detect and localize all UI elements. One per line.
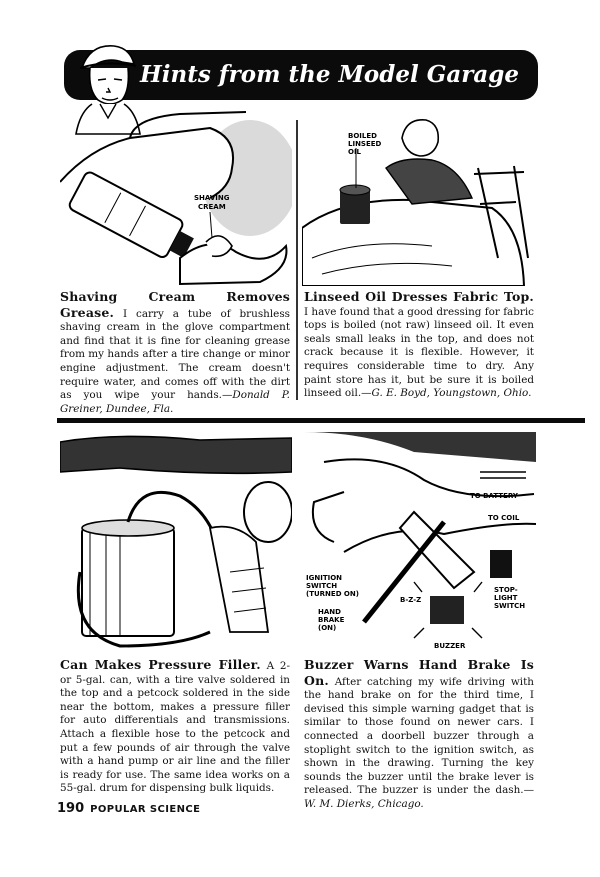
page-number: 190: [57, 801, 85, 816]
section-divider: [57, 418, 585, 423]
article-headline: Buzzer Warns Hand Brake Is On.: [304, 657, 534, 688]
callout-ignition: IGNITION: [306, 574, 343, 582]
callout-on: (ON): [318, 624, 337, 632]
article-body: After catching my wife driving with the hand brake on for the third time, I devised this simple warning gadget that is similar to those found on newer cars. I connected a doorbell buzzer through a stoplight switch to the ignition switch, as shown in the drawing. Turning the key sounds the buzzer until the brake lever is released. The buzzer is under the dash.—: [304, 675, 534, 797]
callout-cream: CREAM: [198, 203, 226, 211]
buzzer-illustration: [304, 432, 536, 654]
article-headline: Shaving Cream Removes Grease.: [60, 289, 290, 320]
column-divider: [296, 120, 298, 400]
callout-boiled: BOILED: [348, 132, 377, 140]
callout-to-coil: TO COIL: [488, 514, 520, 522]
article-linseed-oil: [304, 290, 534, 401]
callout-switch: SWITCH: [306, 582, 338, 590]
article-byline: Donald P. Greiner, Dundee, Fla.: [60, 389, 290, 415]
linseed-oil-illustration: [302, 108, 534, 286]
callout-linseed: LINSEED: [348, 140, 382, 148]
callout-hand: HAND: [318, 608, 341, 616]
shaving-cream-illustration: [60, 108, 292, 286]
callout-turned-on: (TURNED ON): [306, 590, 359, 598]
article-headline: Linseed Oil Dresses Fabric Top.: [304, 289, 534, 304]
callout-light: LIGHT: [494, 594, 518, 602]
article-byline: G. E. Boyd, Youngstown, Ohio.: [371, 387, 532, 400]
article-shaving-cream: [60, 290, 290, 416]
article-body: I have found that a good dressing for fabric tops is boiled (not raw) linseed oil. It even seals small leaks in the top, and does not crack because it is flexible. However, it requires considerable time to dry. Any paint store has it, but be sure it is boiled linseed oil.—: [304, 305, 534, 400]
page-title: Hints from the Model Garage: [140, 61, 519, 88]
callout-oil: OIL: [348, 148, 362, 156]
magazine-name: POPULAR SCIENCE: [90, 804, 201, 815]
callout-stop: STOP-: [494, 586, 518, 594]
article-body: I carry a tube of brushless shaving cream in the glove compartment and find that it is fine for cleaning grease from my hands after a tire change or minor engine adjustment. The cream doesn't require water, and comes off with the dirt as you wipe your hands.—: [60, 307, 290, 402]
page-footer: [57, 800, 200, 816]
callout-bzz: B-Z-Z: [400, 596, 422, 604]
article-byline: W. M. Dierks, Chicago.: [304, 797, 424, 810]
article-body: A 2- or 5-gal. can, with a tire valve soldered in the top and a petcock soldered in the side near the bottom, makes a pressure filler for auto differentials and transmissions. Attach a flexible hose to the petcock and put a few pounds of air through the valve with a hand pump or air line and the filler is ready for use. The same idea works on a 55-gal. drum for dispensing bulk liquids.: [60, 660, 290, 795]
callout-brake: BRAKE: [318, 616, 345, 624]
article-pressure-filler: [60, 658, 290, 796]
article-headline: Can Makes Pressure Filler.: [60, 657, 261, 672]
callout-to-battery: TO BATTERY: [470, 492, 518, 500]
callout-buzzer: BUZZER: [434, 642, 466, 650]
callout-stoplight-switch: SWITCH: [494, 602, 526, 610]
pressure-filler-illustration: [60, 432, 292, 654]
callout-shaving: SHAVING: [194, 194, 230, 202]
article-buzzer: [304, 658, 534, 812]
